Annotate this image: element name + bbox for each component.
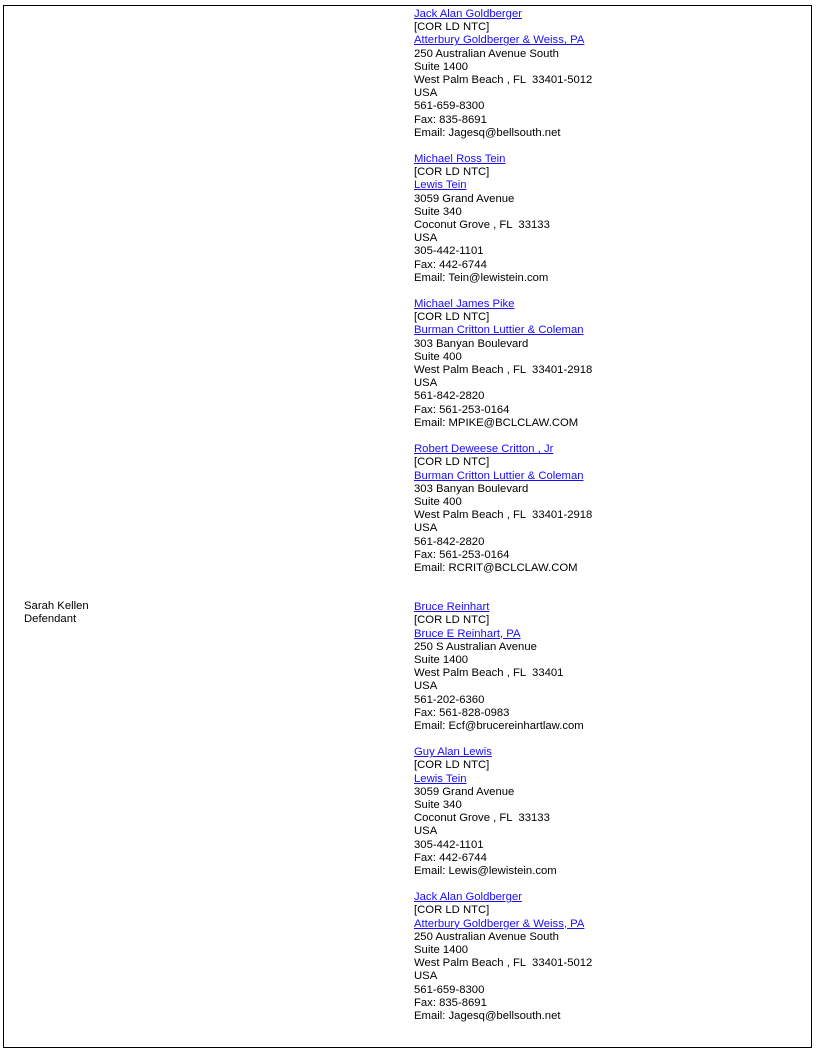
attorney-designation: [COR LD NTC] (414, 456, 490, 469)
city-state-zip: Coconut Grove , FL 33133 (414, 812, 550, 825)
address-line-1: 250 S Australian Avenue (414, 640, 537, 653)
attorney-designation: [COR LD NTC] (414, 904, 490, 917)
address-line-1: 3059 Grand Avenue (414, 785, 515, 798)
firm-name-link[interactable]: Atterbury Goldberger & Weiss, PA (414, 917, 585, 930)
firm-name-link[interactable]: Burman Critton Luttier & Coleman (414, 469, 584, 482)
country: USA (414, 522, 438, 535)
country: USA (414, 680, 438, 693)
attorney-name-link[interactable]: Bruce Reinhart (414, 601, 490, 614)
address-line-1: 250 Australian Avenue South (414, 47, 559, 60)
attorney-block (414, 298, 592, 430)
attorney-block (414, 443, 592, 575)
country: USA (414, 825, 438, 838)
attorney-block (414, 601, 592, 733)
address-line-1: 303 Banyan Boulevard (414, 482, 529, 495)
attorney-column (414, 8, 592, 1023)
country: USA (414, 970, 438, 983)
fax: Fax: 835-8691 (414, 996, 487, 1009)
address-line-2: Suite 400 (414, 495, 462, 508)
attorney-designation: [COR LD NTC] (414, 21, 490, 34)
party-role: Defendant (24, 613, 77, 626)
address-line-1: 303 Banyan Boulevard (414, 337, 529, 350)
attorney-name-link[interactable]: Guy Alan Lewis (414, 746, 492, 759)
country: USA (414, 87, 438, 100)
country: USA (414, 377, 438, 390)
phone: 561-202-6360 (414, 693, 485, 706)
city-state-zip: West Palm Beach , FL 33401-5012 (414, 74, 593, 87)
email: Email: Lewis@lewistein.com (414, 864, 557, 877)
spacer (414, 140, 592, 153)
fax: Fax: 561-253-0164 (414, 403, 510, 416)
attorney-block (414, 8, 592, 140)
email: Email: RCRIT@BCLCLAW.COM (414, 561, 578, 574)
spacer (414, 733, 592, 746)
city-state-zip: Coconut Grove , FL 33133 (414, 219, 550, 232)
attorney-name-link[interactable]: Jack Alan Goldberger (414, 8, 523, 20)
address-line-2: Suite 340 (414, 798, 462, 811)
party-name: Sarah Kellen (24, 600, 89, 612)
phone: 561-842-2820 (414, 535, 485, 548)
address-line-2: Suite 400 (414, 350, 462, 363)
fax: Fax: 835-8691 (414, 113, 487, 126)
address-line-2: Suite 1400 (414, 944, 469, 956)
attorney-name-link[interactable]: Jack Alan Goldberger (414, 891, 523, 904)
address-line-1: 250 Australian Avenue South (414, 930, 559, 943)
fax: Fax: 442-6744 (414, 258, 487, 271)
attorney-designation: [COR LD NTC] (414, 759, 490, 772)
spacer (414, 575, 592, 588)
firm-name-link[interactable]: Atterbury Goldberger & Weiss, PA (414, 34, 585, 47)
phone: 561-842-2820 (414, 390, 485, 403)
city-state-zip: West Palm Beach , FL 33401 (414, 667, 564, 680)
email: Email: Jagesq@bellsouth.net (414, 126, 561, 139)
address-line-2: Suite 340 (414, 205, 462, 218)
email: Email: Jagesq@bellsouth.net (414, 1010, 561, 1023)
fax: Fax: 561-828-0983 (414, 706, 510, 719)
phone: 561-659-8300 (414, 983, 485, 996)
country: USA (414, 232, 438, 245)
attorney-block (414, 746, 592, 878)
address-line-2: Suite 1400 (414, 60, 469, 73)
fax: Fax: 442-6744 (414, 851, 487, 864)
city-state-zip: West Palm Beach , FL 33401-2918 (414, 509, 593, 522)
firm-name-link[interactable]: Lewis Tein (414, 772, 467, 785)
phone: 305-442-1101 (414, 245, 484, 258)
page-border (3, 5, 812, 1048)
firm-name-link[interactable]: Bruce E Reinhart, PA (414, 627, 521, 640)
email: Email: Ecf@brucereinhartlaw.com (414, 719, 584, 732)
party-block (24, 600, 89, 626)
spacer (414, 285, 592, 298)
attorney-block (414, 153, 592, 285)
firm-name-link[interactable]: Burman Critton Luttier & Coleman (414, 324, 584, 337)
address-line-2: Suite 1400 (414, 653, 469, 666)
attorney-name-link[interactable]: Robert Deweese Critton , Jr (414, 443, 554, 456)
spacer (414, 878, 592, 891)
fax: Fax: 561-253-0164 (414, 548, 510, 561)
firm-name-link[interactable]: Lewis Tein (414, 179, 467, 192)
email: Email: MPIKE@BCLCLAW.COM (414, 416, 579, 429)
attorney-designation: [COR LD NTC] (414, 311, 490, 324)
attorney-designation: [COR LD NTC] (414, 166, 490, 179)
city-state-zip: West Palm Beach , FL 33401-2918 (414, 364, 593, 377)
phone: 305-442-1101 (414, 838, 484, 851)
attorney-name-link[interactable]: Michael Ross Tein (414, 153, 506, 166)
city-state-zip: West Palm Beach , FL 33401-5012 (414, 957, 593, 970)
attorney-designation: [COR LD NTC] (414, 614, 490, 627)
attorney-name-link[interactable]: Michael James Pike (414, 298, 515, 311)
attorney-block (414, 891, 592, 1023)
email: Email: Tein@lewistein.com (414, 271, 549, 284)
spacer (414, 430, 592, 443)
address-line-1: 3059 Grand Avenue (414, 192, 515, 205)
spacer (414, 588, 592, 601)
phone: 561-659-8300 (414, 100, 485, 113)
